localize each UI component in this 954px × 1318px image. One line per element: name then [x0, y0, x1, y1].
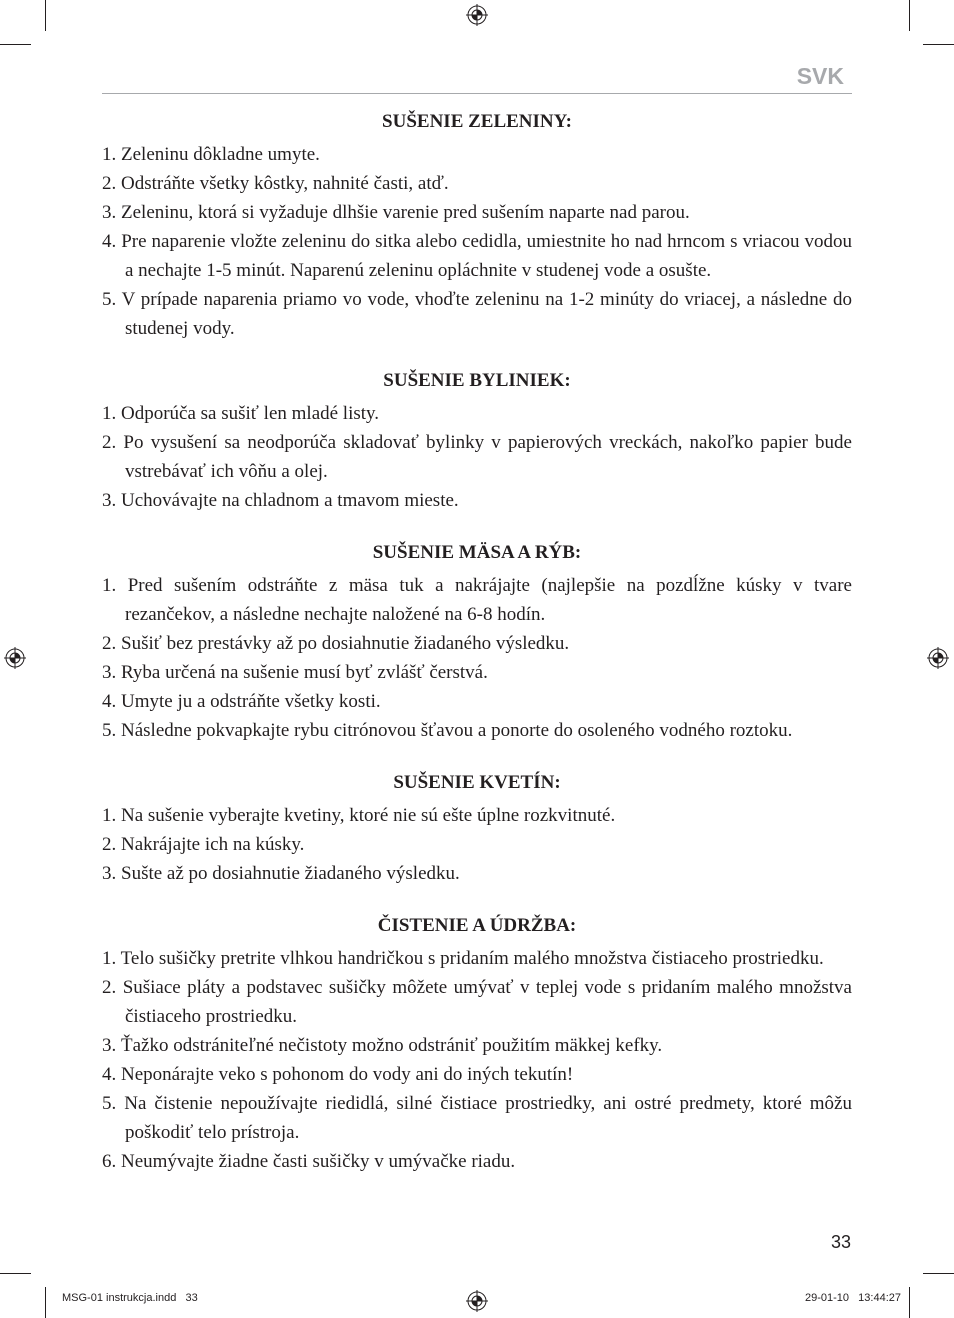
crop-mark: [0, 44, 31, 45]
list-item: 5. Na čistenie nepoužívajte riedidlá, silné čistiace prostriedky, ani ostré predmety, ktoré môžu poškodiť telo prístroja.: [102, 1093, 852, 1143]
list-item: 3. Uchovávajte na chladnom a tmavom mieste.: [102, 490, 459, 511]
list-item: 3. Zeleninu, ktorá si vyžaduje dlhšie varenie pred sušením naparte nad parou.: [102, 202, 690, 223]
list-item: 1. Pred sušením odstráňte z mäsa tuk a nakrájajte (najlepšie na pozdĺžne kúsky v tvare rezančekov, a následne nechajte naložené na 6-8 hodín.: [102, 575, 852, 625]
language-code: SVK: [796, 63, 844, 89]
section-heading: ČISTENIE A ÚDRŽBA:: [377, 915, 577, 936]
list-item: 5. V prípade naparenia priamo vo vode, vhoďte zeleninu na 1-2 minúty do vriacej, a následne do studenej vody.: [102, 289, 852, 339]
list-item: 2. Sušiť bez prestávky až po dosiahnutie žiadaného výsledku.: [102, 633, 570, 654]
list-item: 1. Na sušenie vyberajte kvetiny, ktoré nie sú ešte úplne rozkvitnuté.: [102, 805, 616, 826]
registration-mark-icon: [466, 4, 488, 26]
section-heading: SUŠENIE MÄSA A RÝB:: [372, 542, 582, 563]
page-content: [102, 107, 852, 1199]
crop-mark: [0, 1273, 31, 1274]
section-drying-flowers: [102, 768, 852, 888]
list-item: 1. Zeleninu dôkladne umyte.: [102, 144, 320, 165]
list-item: 2. Sušiace pláty a podstavec sušičky môžete umývať v teplej vode s pridaním malého množstva čistiaceho prostriedku.: [102, 977, 852, 1027]
list-item: 6. Neumývajte žiadne časti sušičky v umývačke riadu.: [102, 1151, 516, 1172]
list-item: 3. Sušte až po dosiahnutie žiadaného výsledku.: [102, 863, 460, 884]
section-heading: SUŠENIE BYLINIEK:: [383, 370, 571, 391]
crop-mark: [909, 1287, 910, 1318]
section-drying-meat-fish: [102, 538, 852, 745]
list-item: 1. Odporúča sa sušiť len mladé listy.: [102, 403, 380, 424]
crop-mark: [45, 1287, 46, 1318]
crop-mark: [909, 0, 910, 31]
crop-mark: [45, 0, 46, 31]
section-drying-herbs: [102, 366, 852, 515]
crop-mark: [923, 44, 954, 45]
registration-mark-icon: [927, 647, 949, 669]
list-item: 4. Umyte ju a odstráňte všetky kosti.: [102, 691, 381, 712]
list-item: 3. Ťažko odstrániteľné nečistoty možno odstrániť použitím mäkkej kefky.: [102, 1035, 663, 1056]
list-item: 2. Odstráňte všetky kôstky, nahnité časti, atď.: [102, 173, 449, 194]
list-item: 4. Neponárajte veko s pohonom do vody ani do iných tekutín!: [102, 1064, 574, 1085]
crop-mark: [923, 1273, 954, 1274]
section-drying-vegetables: [102, 107, 852, 343]
page-number: 33: [830, 1232, 851, 1252]
section-heading: SUŠENIE ZELENINY:: [382, 111, 572, 132]
section-cleaning-maintenance: [102, 911, 852, 1176]
header-rule: [102, 93, 852, 94]
print-slug-file: MSG-01 instrukcja.indd 33: [62, 1292, 198, 1304]
registration-mark-icon: [4, 647, 26, 669]
list-item: 3. Ryba určená na sušenie musí byť zvlášť čerstvá.: [102, 662, 488, 683]
list-item: 1. Telo sušičky pretrite vlhkou handričkou s pridaním malého množstva čistiaceho prostriedku.: [102, 948, 824, 969]
list-item: 2. Nakrájajte ich na kúsky.: [102, 834, 305, 855]
list-item: 5. Následne pokvapkajte rybu citrónovou šťavou a ponorte do osoleného vodného roztoku.: [102, 720, 793, 741]
section-heading: SUŠENIE KVETÍN:: [393, 772, 561, 793]
list-item: 2. Po vysušení sa neodporúča skladovať bylinky v papierových vreckách, nakoľko papier bude vstrebávať ich vôňu a olej.: [102, 432, 852, 482]
print-slug-timestamp: 29-01-10 13:44:27: [804, 1292, 901, 1304]
list-item: 4. Pre naparenie vložte zeleninu do sitka alebo cedidla, umiestnite ho nad hrncom s vriacou vodou a nechajte 1-5 minút. Naparenú zeleninu opláchnite v studenej vode a osušte.: [102, 231, 852, 281]
registration-mark-icon: [466, 1290, 488, 1312]
